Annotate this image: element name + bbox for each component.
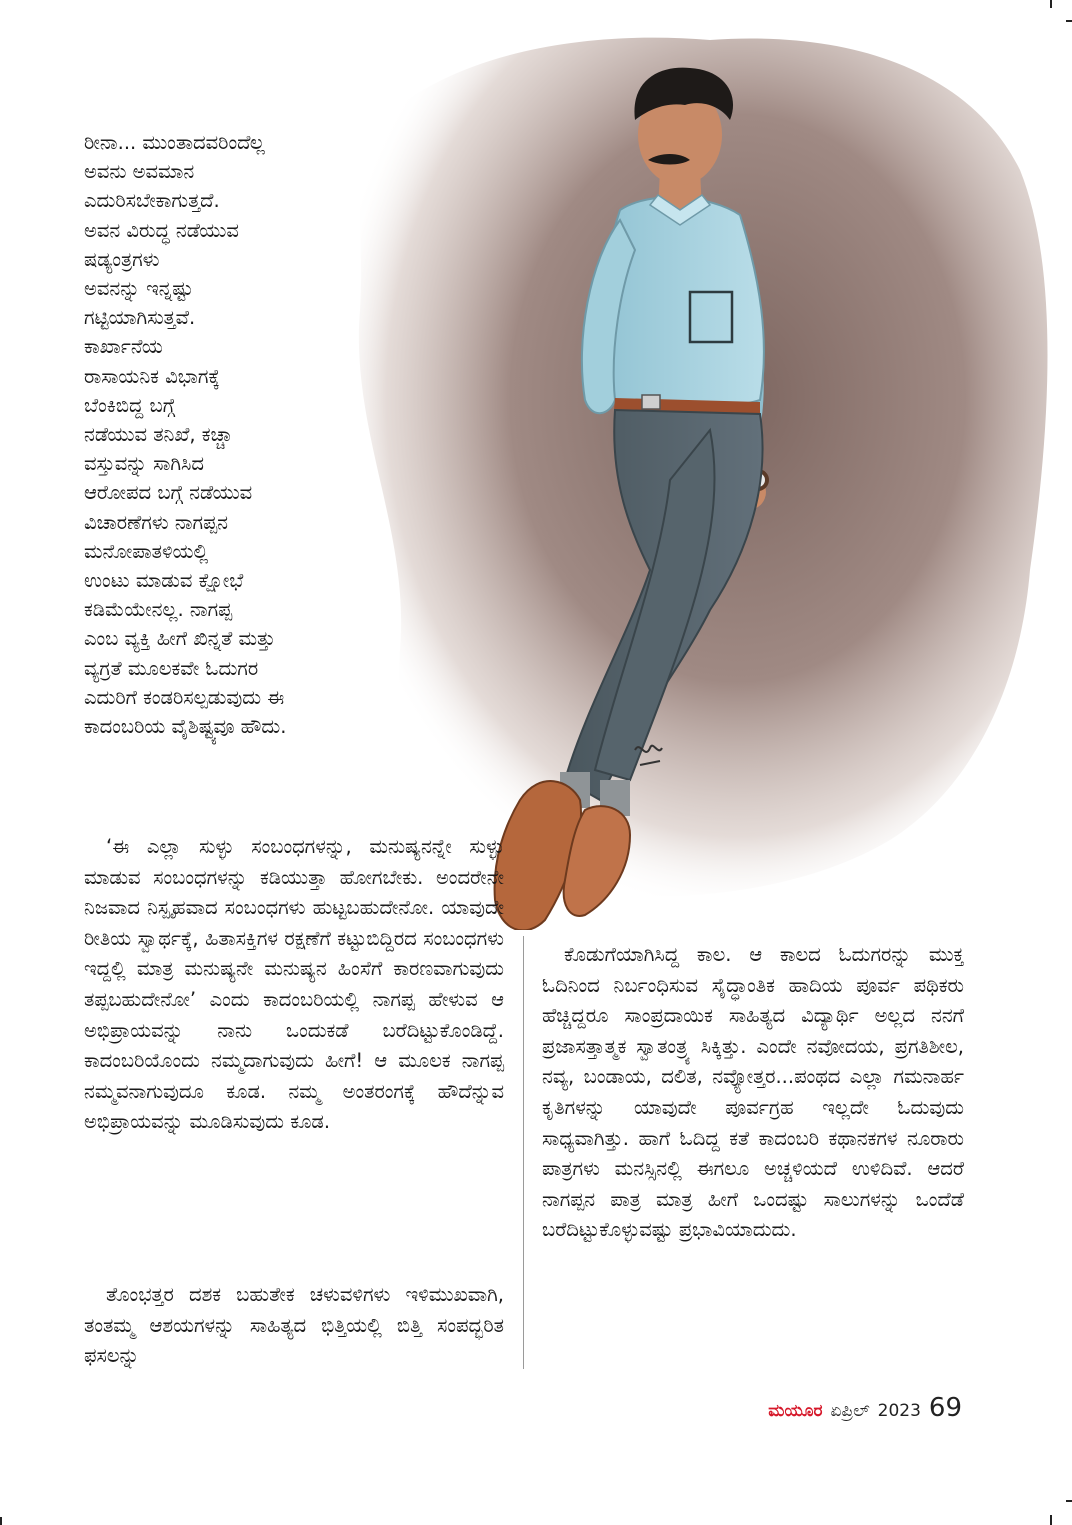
shirt [603, 197, 763, 408]
man-leaning-illustration [330, 10, 1060, 930]
paragraph-text: ‘ಈ ಎಲ್ಲಾ ಸುಳ್ಳು ಸಂಬಂಧಗಳನ್ನು, ಮನುಷ್ಯನನ್ನೇ ಸುಳ್ಳು ಮಾಡುವ ಸಂಬಂಧಗಳನ್ನು ಕಡಿಯುತ್ತಾ ಹೋಗಬೇಕು. ಅಂದರೇನೇ ನಿಜವಾದ ನಿಸ್ಪೃಹವಾದ ಸಂಬಂಧಗಳು ಹುಟ್ಟಬಹುದೇನೋ. ಯಾವುದೇ ರೀತಿಯ ಸ್ವಾರ್ಥಕ್ಕೆ, ಹಿತಾಸಕ್ತಿಗಳ ರಕ್ಷಣೆಗೆ ಕಟ್ಟುಬಿದ್ದಿರದ ಸಂಬಂಧಗಳು ಇದ್ದಲ್ಲಿ ಮಾತ್ರ ಮನುಷ್ಯನೇ ಮನುಷ್ಯನ ಹಿಂಸೆಗೆ ಕಾರಣವಾಗುವುದು ತಪ್ಪಬಹುದೇನೋ’ ಎಂದು ಕಾದಂಬರಿಯಲ್ಲಿ ನಾಗಪ್ಪ ಹೇಳುವ ಆ ಅಭಿಪ್ರಾಯವನ್ನು ನಾನು ಒಂದುಕಡೆ ಬರೆದಿಟ್ಟುಕೊಂಡಿದ್ದೆ. ಕಾದಂಬರಿಯೊಂದು ನಮ್ಮದಾಗುವುದು ಹೀಗೆ! ಆ ಮೂಲಕ ನಾಗಪ್ಪ ನಮ್ಮವನಾಗುವುದೂ ಕೂಡ. ನಮ್ಮ ಅಂತರಂಗಕ್ಕೆ ಹೌದೆನ್ನುವ ಅಭಿಪ್ರಾಯವನ್ನು ಮೂಡಿಸುವುದು ಕೂಡ. [84, 835, 504, 1134]
page-number: 69 [928, 1393, 962, 1423]
paragraph-text: ತೊಂಭತ್ತರ ದಶಕ ಬಹುತೇಕ ಚಳುವಳಿಗಳು ಇಳಿಮುಖವಾಗಿ, ತಂತಮ್ಮ ಆಶಯಗಳನ್ನು ಸಾಹಿತ್ಯದ ಭಿತ್ತಿಯಲ್ಲಿ ಬಿತ್ತಿ ಸಂಪದ್ಭರಿತ ಫಸಲನ್ನು [84, 1283, 504, 1368]
article-paragraph [84, 1280, 504, 1372]
column-divider [523, 936, 524, 1369]
magazine-brand: ಮಯೂರ [768, 1401, 823, 1421]
issue-year: 2023 [877, 1401, 921, 1421]
crop-mark [1050, 0, 1052, 8]
page-footer [768, 1393, 962, 1427]
paragraph-text: ಕೊಡುಗೆಯಾಗಿಸಿದ್ದ ಕಾಲ. ಆ ಕಾಲದ ಓದುಗರನ್ನು ಮುಕ್ತ ಓದಿನಿಂದ ನಿರ್ಬಂಧಿಸುವ ಸೈದ್ಧಾಂತಿಕ ಹಾದಿಯ ಪೂರ್ವ ಪಥಿಕರು ಹೆಚ್ಚಿದ್ದರೂ ಸಾಂಪ್ರದಾಯಿಕ ಸಾಹಿತ್ಯದ ವಿದ್ಯಾರ್ಥಿ ಅಲ್ಲದ ನನಗೆ ಪ್ರಜಾಸತ್ತಾತ್ಮಕ ಸ್ವಾತಂತ್ರ್ಯ ಸಿಕ್ಕಿತ್ತು. ಎಂದೇ ನವೋದಯ, ಪ್ರಗತಿಶೀಲ, ನವ್ಯ, ಬಂಡಾಯ, ದಲಿತ, ನವ್ಯೋತ್ತರ...ಪಂಥದ ಎಲ್ಲಾ ಗಮನಾರ್ಹ ಕೃತಿಗಳನ್ನು ಯಾವುದೇ ಪೂರ್ವಗ್ರಹ ಇಲ್ಲದೇ ಓದುವುದು ಸಾಧ್ಯವಾಗಿತ್ತು. ಹಾಗೆ ಓದಿದ್ದ ಕತೆ ಕಾದಂಬರಿ ಕಥಾನಕಗಳ ನೂರಾರು ಪಾತ್ರಗಳು ಮನಸ್ಸಿನಲ್ಲಿ ಈಗಲೂ ಅಚ್ಚಳಿಯದೆ ಉಳಿದಿವೆ. ಆದರೆ ನಾಗಪ್ಪನ ಪಾತ್ರ ಮಾತ್ರ ಹೀಗೆ ಒಂದಷ್ಟು ಸಾಲುಗಳನ್ನು ಒಂದೆಡೆ ಬರೆದಿಟ್ಟುಕೊಳ್ಳುವಷ್ಟು ಪ್ರಭಾವಿಯಾದುದು. [542, 943, 964, 1242]
issue-month: ಏಪ್ರಿಲ್ [830, 1401, 870, 1421]
crop-mark [0, 1517, 2, 1525]
article-paragraph [542, 940, 964, 1246]
article-paragraph [84, 832, 504, 1138]
crop-mark [1066, 1500, 1072, 1502]
crop-mark [1066, 20, 1072, 22]
crop-mark [1050, 1515, 1052, 1525]
article-column-top: ರೀನಾ... ಮುಂತಾದವರಿಂದೆಲ್ಲ ಅವನು ಅವಮಾನ ಎದುರಿಸಬೇಕಾಗುತ್ತದೆ. ಅವನ ವಿರುದ್ಧ ನಡೆಯುವ ಷಡ್ಯಂತ್ರಗಳು ಅವನನ್ನು ಇನ್ನಷ್ಟು ಗಟ್ಟಿಯಾಗಿಸುತ್ತವೆ. ಕಾರ್ಖಾನೆಯ ರಾಸಾಯನಿಕ ವಿಭಾಗಕ್ಕೆ ಬೆಂಕಿಬಿದ್ದ ಬಗ್ಗೆ ನಡೆಯುವ ತನಿಖೆ, ಕಚ್ಚಾ ವಸ್ತುವನ್ನು ಸಾಗಿಸಿದ ಆರೋಪದ ಬಗ್ಗೆ ನಡೆಯುವ ವಿಚಾರಣೆಗಳು ನಾಗಪ್ಪನ ಮನೋಪಾತಳಿಯಲ್ಲಿ ಉಂಟು ಮಾಡುವ ಕ್ಷೋಭೆ ಕಡಿಮೆಯೇನಲ್ಲ. ನಾಗಪ್ಪ ಎಂಬ ವ್ಯಕ್ತಿ ಹೀಗೆ ಖಿನ್ನತೆ ಮತ್ತು ವ್ಯಗ್ರತೆ ಮೂಲಕವೇ ಓದುಗರ ಎದುರಿಗೆ ಕಂಡರಿಸಲ್ಪಡುವುದು ಈ ಕಾದಂಬರಿಯ ವೈಶಿಷ್ಟ್ಯವೂ ಹೌದು. [84, 131, 287, 739]
belt-buckle [642, 395, 660, 409]
